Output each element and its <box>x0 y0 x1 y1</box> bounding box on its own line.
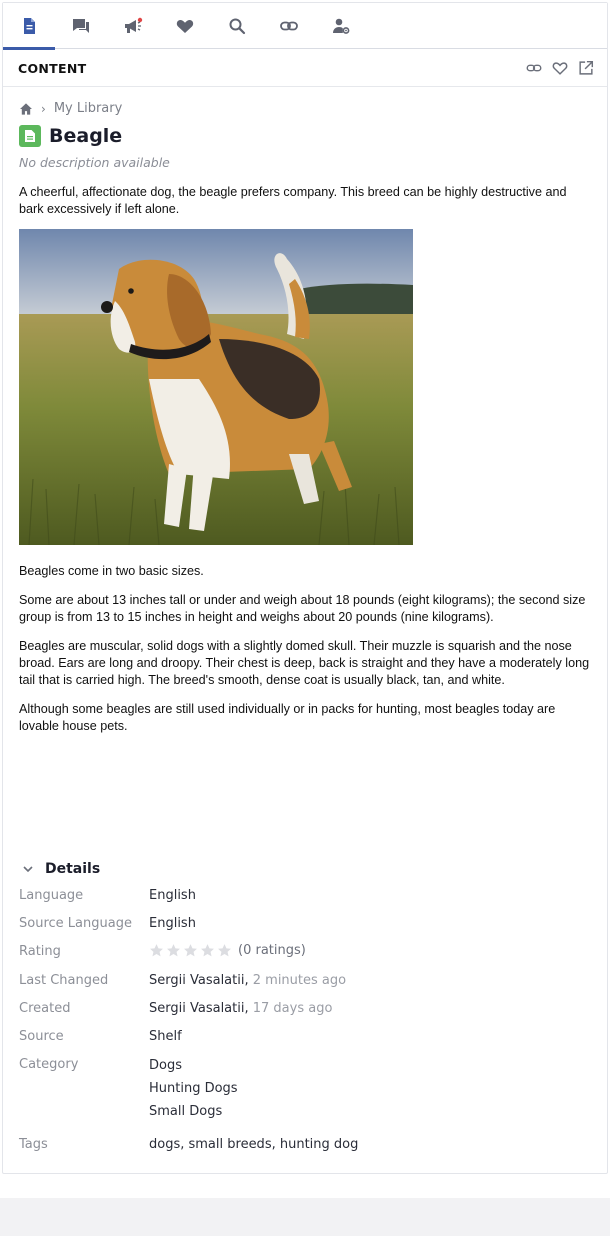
breadcrumb <box>19 101 122 116</box>
star-icon[interactable] <box>149 943 164 958</box>
intro-paragraph: A cheerful, affectionate dog, the beagle prefers company. This breed can be highly destructive and bark excessively if left alone. <box>19 185 567 216</box>
page-description: No description available <box>19 155 170 170</box>
star-icon[interactable] <box>217 943 232 958</box>
heart-icon <box>551 59 569 77</box>
link-icon <box>279 16 299 36</box>
bottom-bar <box>0 1198 610 1236</box>
chevron-right-icon: › <box>41 101 46 116</box>
label-source: Source <box>19 1029 64 1044</box>
label-source-language: Source Language <box>19 916 132 931</box>
tab-document[interactable] <box>3 3 55 49</box>
label-rating: Rating <box>19 944 61 959</box>
tab-search[interactable] <box>211 3 263 49</box>
paragraph-temperament: Although some beagles are still used individually or in packs for hunting, most beagles today are lovable house pets. <box>19 702 556 733</box>
value-tags[interactable]: dogs, small breeds, hunting dog <box>149 1137 359 1152</box>
rating-count: (0 ratings) <box>238 943 306 958</box>
star-icon[interactable] <box>200 943 215 958</box>
link-icon <box>525 59 543 77</box>
value-source[interactable]: Shelf <box>149 1029 182 1044</box>
external-link-icon <box>577 59 595 77</box>
label-language: Language <box>19 888 84 903</box>
label-created: Created <box>19 1001 71 1016</box>
open-external-button[interactable] <box>577 59 595 77</box>
paragraph-appearance: Beagles are muscular, solid dogs with a slightly domed skull. Their muzzle is squarish and the nose broad. Ears are long and droopy. Their chest is deep, back is straight and they have a moderately long tail that is carried high. The breed's smooth, dense coat is usually black, tan, and white. <box>19 639 590 687</box>
document-icon <box>19 16 39 36</box>
details-toggle[interactable] <box>21 861 100 877</box>
label-tags: Tags <box>19 1137 48 1152</box>
search-icon <box>227 16 247 36</box>
tab-user-settings[interactable] <box>315 3 367 49</box>
paragraph-size-details: Some are about 13 inches tall or under and weigh about 18 pounds (eight kilograms); the second size group is from 13 to 15 inches in height and weighs about 20 pounds (nine kilograms). <box>19 593 586 624</box>
tab-comments[interactable] <box>55 3 107 49</box>
value-language: English <box>149 888 196 903</box>
rating-stars[interactable] <box>149 943 232 958</box>
favorite-button[interactable] <box>551 59 569 77</box>
chevron-down-icon <box>21 862 35 876</box>
home-icon[interactable] <box>19 102 33 116</box>
content-header <box>3 49 607 87</box>
category-item[interactable]: Dogs <box>149 1058 182 1073</box>
value-last-changed <box>149 973 346 988</box>
page-title: Beagle <box>49 125 123 147</box>
tab-links[interactable] <box>263 3 315 49</box>
megaphone-icon <box>123 16 143 36</box>
value-created <box>149 1001 332 1016</box>
category-item[interactable]: Hunting Dogs <box>149 1081 238 1096</box>
user-settings-icon <box>331 16 351 36</box>
beagle-photo <box>19 229 413 545</box>
page-title-row <box>19 125 122 147</box>
created-time: 17 days ago <box>252 1001 333 1016</box>
tab-bar <box>3 3 607 49</box>
star-icon[interactable] <box>166 943 181 958</box>
tab-favorites[interactable] <box>159 3 211 49</box>
label-category: Category <box>19 1057 79 1072</box>
chat-icon <box>71 16 91 36</box>
created-user[interactable]: Sergii Vasalatii, <box>149 1001 249 1016</box>
tab-announcements[interactable] <box>107 3 159 49</box>
category-item[interactable]: Small Dogs <box>149 1104 223 1119</box>
last-changed-time: 2 minutes ago <box>252 973 347 988</box>
header-title: CONTENT <box>18 61 87 76</box>
label-last-changed: Last Changed <box>19 973 109 988</box>
star-icon[interactable] <box>183 943 198 958</box>
content-panel <box>2 2 608 1174</box>
paragraph-sizes: Beagles come in two basic sizes. <box>19 564 204 578</box>
rating-widget <box>149 943 306 958</box>
last-changed-user[interactable]: Sergii Vasalatii, <box>149 973 249 988</box>
copy-link-button[interactable] <box>525 59 543 77</box>
value-source-language: English <box>149 916 196 931</box>
heart-icon <box>175 16 195 36</box>
breadcrumb-item-my-library[interactable]: My Library <box>53 101 123 116</box>
details-title: Details <box>45 861 101 877</box>
document-icon <box>19 125 41 147</box>
